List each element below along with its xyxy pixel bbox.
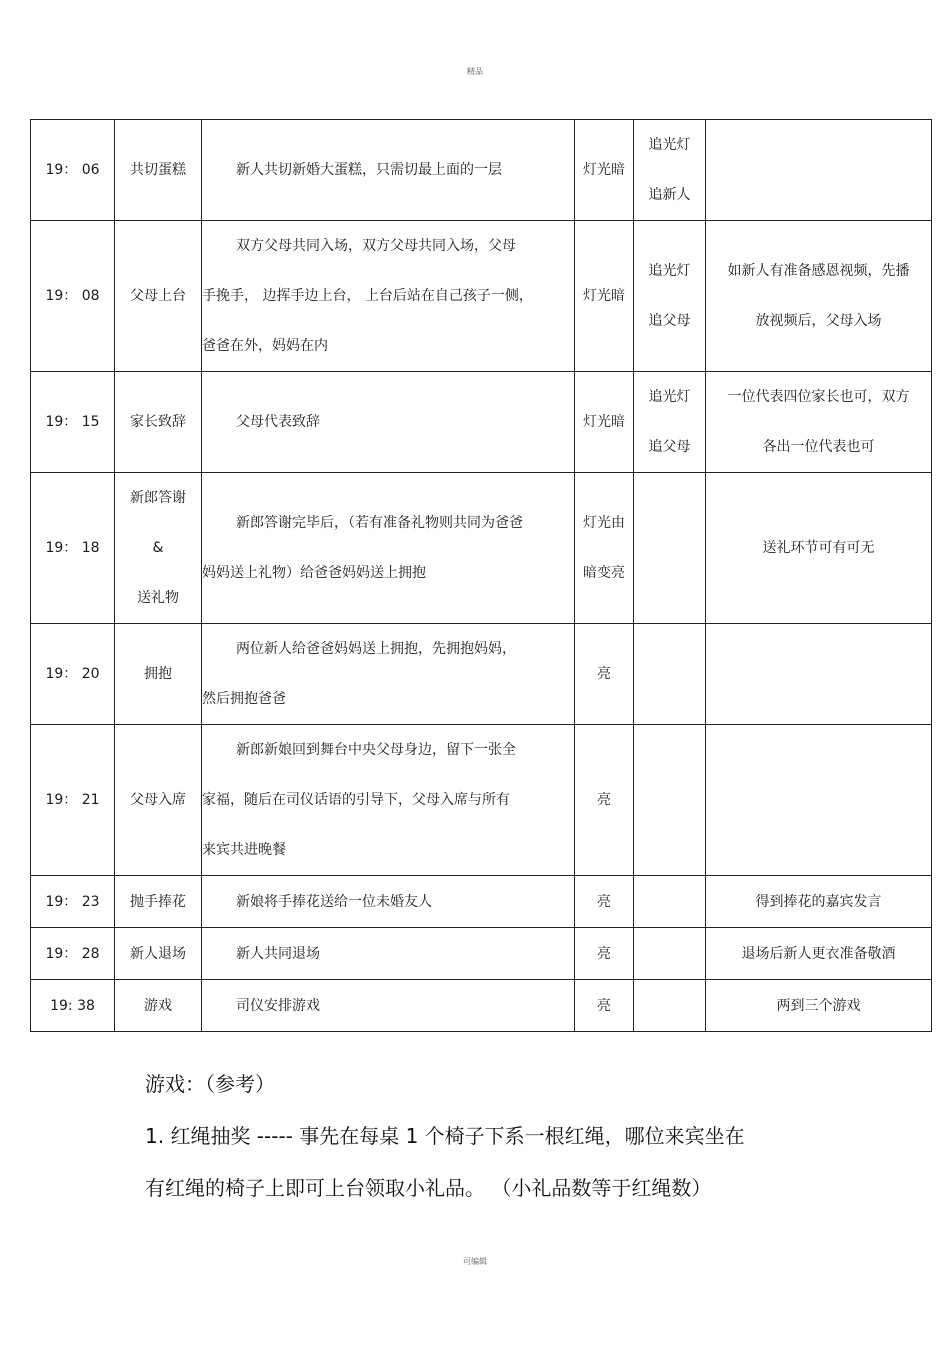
lighting-cell-line: 灯光暗 <box>583 288 625 304</box>
lighting-cell <box>575 980 634 1032</box>
description-cell-line: 双方父母共同入场，双方父母共同入场，父母 <box>236 238 516 254</box>
note-cell <box>706 928 932 980</box>
lighting-cell <box>575 372 634 473</box>
spotlight-cell <box>634 980 706 1032</box>
activity-cell <box>115 725 202 876</box>
note-cell <box>706 221 932 372</box>
activity-cell-line: 新郎答谢 <box>130 490 186 506</box>
lighting-cell <box>575 928 634 980</box>
description-cell-line: 新人共同退场 <box>236 945 320 962</box>
activity-cell-line: 抛手捧花 <box>130 893 186 910</box>
spotlight-cell-line: 追光灯 <box>648 263 691 279</box>
schedule-row <box>31 980 932 1032</box>
schedule-row <box>31 725 932 876</box>
schedule-row <box>31 876 932 928</box>
description-cell-line: 司仪安排游戏 <box>236 997 320 1014</box>
time-cell: 19： 23 <box>31 876 115 928</box>
schedule-row <box>31 372 932 473</box>
spotlight-cell <box>634 473 706 624</box>
lighting-cell-line: 暗变亮 <box>583 565 625 581</box>
description-cell-line: 新娘将手捧花送给一位未婚友人 <box>236 893 432 910</box>
time-cell: 19： 08 <box>31 221 115 372</box>
time-cell: 19： 06 <box>31 120 115 221</box>
description-cell <box>202 473 575 624</box>
note-cell <box>706 473 932 624</box>
activity-cell-line: 拥抱 <box>144 666 172 682</box>
spotlight-cell <box>634 372 706 473</box>
activity-cell-line: 父母上台 <box>130 288 186 304</box>
time-cell: 19： 20 <box>31 624 115 725</box>
schedule-row <box>31 473 932 624</box>
activity-cell <box>115 473 202 624</box>
schedule-table <box>30 119 932 1032</box>
activity-cell <box>115 624 202 725</box>
game-item-1-line-1: 1. 红绳抽奖 ----- 事先在每桌 1 个椅子下系一根红绳，哪位来宾坐在 <box>145 1124 745 1148</box>
lighting-cell <box>575 473 634 624</box>
activity-cell-line: 游戏 <box>144 997 172 1014</box>
lighting-cell <box>575 120 634 221</box>
activity-cell <box>115 372 202 473</box>
note-cell <box>706 120 932 221</box>
description-cell-line: 来宾共进晚餐 <box>202 842 286 858</box>
description-cell-line: 爸爸在外，妈妈在内 <box>202 338 328 354</box>
description-cell-line: 两位新人给爸爸妈妈送上拥抱，先拥抱妈妈， <box>236 641 516 657</box>
activity-cell-line: 新人退场 <box>130 945 186 962</box>
lighting-cell-line: 亮 <box>597 997 611 1014</box>
description-cell-line: 然后拥抱爸爸 <box>202 691 286 707</box>
note-cell <box>706 876 932 928</box>
time-cell: 19： 15 <box>31 372 115 473</box>
spotlight-cell-line: 追光灯 <box>648 137 691 153</box>
games-section <box>145 1058 865 1214</box>
description-cell <box>202 221 575 372</box>
schedule-row <box>31 120 932 221</box>
description-cell-line: 家福，随后在司仪话语的引导下，父母入席与所有 <box>202 792 510 808</box>
schedule-row <box>31 928 932 980</box>
spotlight-cell-line: 追父母 <box>648 439 691 455</box>
activity-cell <box>115 120 202 221</box>
games-heading: 游戏：（参考） <box>145 1072 275 1096</box>
time-cell: 19： 18 <box>31 473 115 624</box>
note-cell <box>706 980 932 1032</box>
spotlight-cell-line: 追新人 <box>648 187 691 203</box>
description-cell <box>202 120 575 221</box>
spotlight-cell <box>634 221 706 372</box>
note-cell <box>706 372 932 473</box>
activity-cell <box>115 221 202 372</box>
spotlight-cell <box>634 928 706 980</box>
activity-cell-line: 家长致辞 <box>130 414 186 430</box>
time-cell: 19: 38 <box>31 980 115 1032</box>
note-cell <box>706 624 932 725</box>
note-cell-line: 送礼环节可有可无 <box>762 540 875 556</box>
description-cell <box>202 876 575 928</box>
time-cell: 19： 28 <box>31 928 115 980</box>
activity-cell-line: & <box>152 540 164 556</box>
activity-cell-line: 父母入席 <box>130 792 186 808</box>
activity-cell <box>115 876 202 928</box>
description-cell-line: 新人共切新婚大蛋糕，只需切最上面的一层 <box>236 162 502 178</box>
activity-cell <box>115 980 202 1032</box>
lighting-cell-line: 亮 <box>597 792 611 808</box>
lighting-cell-line: 灯光由 <box>583 515 625 531</box>
lighting-cell-line: 亮 <box>597 945 611 962</box>
note-cell-line: 各出一位代表也可 <box>762 439 875 455</box>
lighting-cell-line: 亮 <box>597 893 611 910</box>
description-cell <box>202 372 575 473</box>
description-cell-line: 妈妈送上礼物）给爸爸妈妈送上拥抱 <box>202 565 426 581</box>
description-cell-line: 手挽手， 边挥手边上台， 上台后站在自己孩子一侧， <box>202 288 533 304</box>
description-cell <box>202 624 575 725</box>
footer-watermark: 可编辑 <box>463 1257 487 1266</box>
activity-cell <box>115 928 202 980</box>
lighting-cell <box>575 725 634 876</box>
description-cell <box>202 725 575 876</box>
description-cell <box>202 928 575 980</box>
lighting-cell <box>575 876 634 928</box>
lighting-cell <box>575 221 634 372</box>
lighting-cell-line: 亮 <box>597 666 611 682</box>
lighting-cell-line: 灯光暗 <box>583 414 625 430</box>
note-cell-line: 退场后新人更衣准备敬酒 <box>741 945 896 962</box>
note-cell-line: 如新人有准备感恩视频，先播 <box>727 263 910 279</box>
description-cell-line: 新郎答谢完毕后，（若有准备礼物则共同为爸爸 <box>236 515 523 531</box>
spotlight-cell <box>634 876 706 928</box>
note-cell <box>706 725 932 876</box>
description-cell-line: 新郎新娘回到舞台中央父母身边，留下一张全 <box>236 742 516 758</box>
activity-cell-line: 送礼物 <box>137 590 179 606</box>
spotlight-cell <box>634 624 706 725</box>
time-cell: 19： 21 <box>31 725 115 876</box>
schedule-row <box>31 624 932 725</box>
spotlight-cell <box>634 725 706 876</box>
note-cell-line: 放视频后，父母入场 <box>755 313 882 329</box>
note-cell-line: 两到三个游戏 <box>776 997 861 1014</box>
activity-cell-line: 共切蛋糕 <box>130 162 186 178</box>
lighting-cell-line: 灯光暗 <box>583 162 625 178</box>
note-cell-line: 得到捧花的嘉宾发言 <box>755 893 882 910</box>
game-item-1-line-2: 有红绳的椅子上即可上台领取小礼品。 （小礼品数等于红绳数） <box>145 1176 712 1200</box>
note-cell-line: 一位代表四位家长也可，双方 <box>727 389 910 405</box>
spotlight-cell <box>634 120 706 221</box>
lighting-cell <box>575 624 634 725</box>
schedule-row <box>31 221 932 372</box>
description-cell <box>202 980 575 1032</box>
description-cell-line: 父母代表致辞 <box>236 414 320 430</box>
spotlight-cell-line: 追父母 <box>648 313 691 329</box>
spotlight-cell-line: 追光灯 <box>648 389 691 405</box>
header-watermark: 精品 <box>467 67 483 76</box>
